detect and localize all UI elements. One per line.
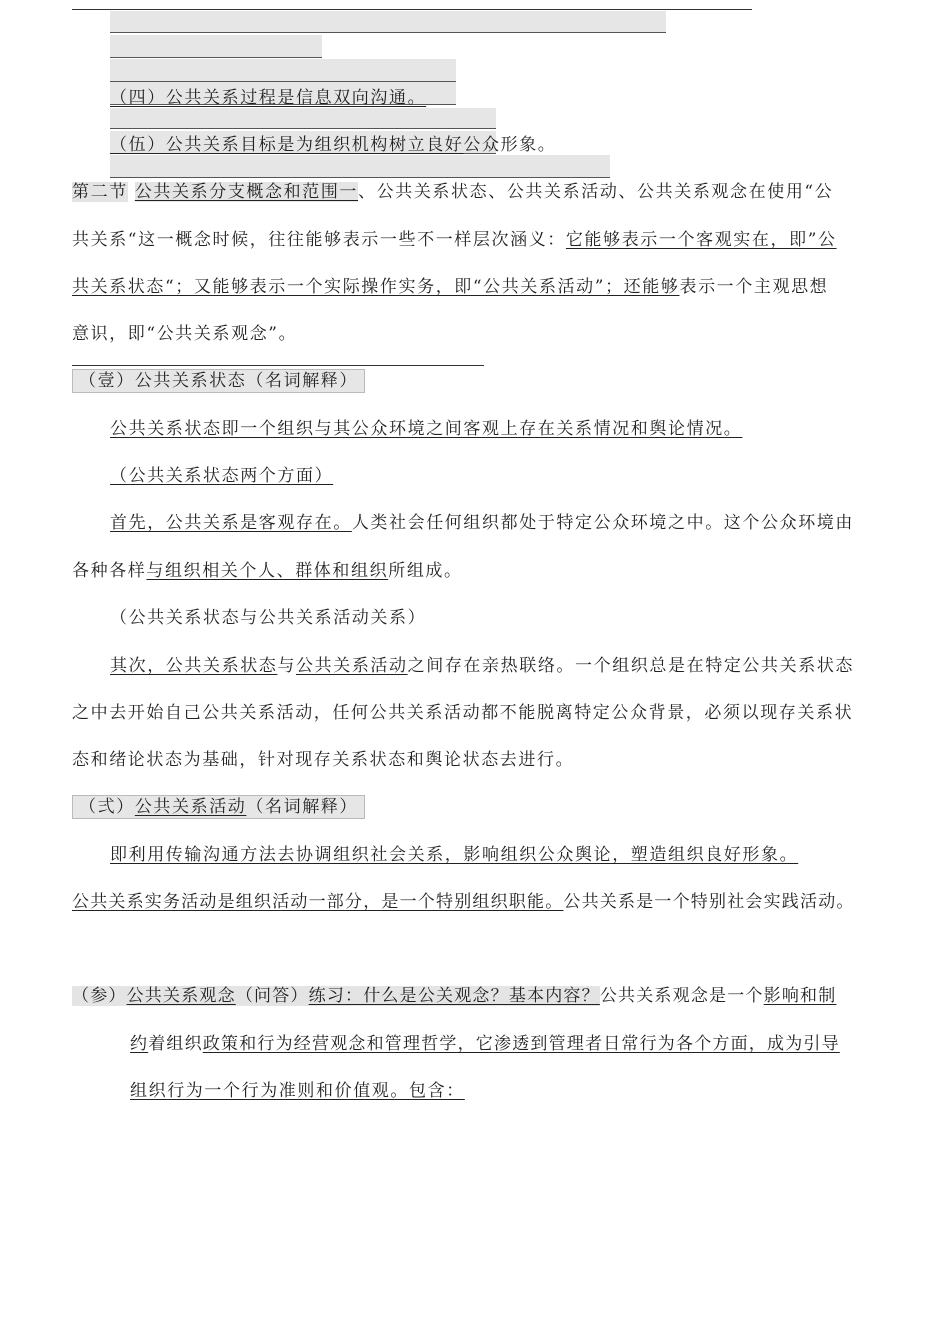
para-2-line1	[110, 512, 854, 534]
para-2-text-u: 与组织相关个人、群体和组织	[146, 561, 389, 581]
para-2-text: 各种各样	[72, 561, 147, 581]
heading-3-note: （问答）	[235, 986, 309, 1006]
heading-3-text: 着组织	[148, 1034, 203, 1054]
section2-text-u: 它能够表示一个客观实在，即”公	[565, 230, 837, 250]
heading-1-title: 公共关系状态（名词解释）	[134, 371, 359, 391]
sub-heading-2-text: （公共关系状态与公共关系活动关系）	[110, 608, 427, 628]
para-3-text: 之中去开始自己公共关系活动，任何公共关系活动都不能脱离特定公众背景，必须以现存关系状	[72, 703, 854, 723]
section2-text: 共关系“这一概念时候，往往能够表示一些不一样层次涵义：	[72, 230, 566, 250]
para-1	[110, 418, 742, 440]
form-box	[110, 59, 456, 82]
para-5-text: 公共关系是一个特别社会实践活动。	[563, 892, 855, 912]
heading-2-note: （名词解释）	[246, 797, 359, 817]
heading-3-line1	[72, 985, 836, 1007]
para-2-text-u: 首先，公共关系是客观存在。	[110, 513, 352, 533]
para-3-text: 之间存在亲热联络。一个组织总是在特定公共关系状态	[407, 656, 855, 676]
section2-text: 、公共关系状态、公共关系活动、公共关系观念在使用“公	[358, 182, 834, 202]
section2-line3	[72, 276, 828, 298]
heading-3-box	[72, 986, 600, 1006]
para-3-line2	[72, 702, 853, 724]
para-2-text: 所组成。	[388, 561, 463, 581]
para-3-text-u: 公共关系活动	[296, 656, 408, 676]
heading-1-number: （壹）	[79, 371, 135, 391]
form-box	[110, 35, 322, 58]
para-5	[72, 891, 855, 913]
form-box	[110, 155, 610, 178]
para-3-text-u: 其次，公共关系状态	[110, 656, 278, 676]
sub-heading-2	[110, 607, 426, 629]
section2-line4	[72, 323, 297, 345]
heading-1	[72, 370, 365, 392]
item-four-text: （四）公共关系过程是信息双向沟通。	[110, 88, 427, 108]
top-rule	[72, 9, 752, 10]
heading-3-line3	[130, 1080, 465, 1102]
para-5-text-u: 公共关系实务活动是组织活动一部分，是一个特别组织职能。	[72, 892, 564, 912]
item-four	[110, 87, 426, 109]
section2-text-u: 共关系状态“；又能够表示一个实际操作实务，即“公共关系活动”；还能够	[72, 277, 680, 297]
para-3-text: 态和绪论状态为基础，针对现存关系状态和舆论状态去进行。	[72, 750, 575, 770]
heading-3-text-u: 约	[130, 1034, 149, 1054]
heading-3-exercise: 练习：什么是公关观念？基本内容？	[308, 986, 600, 1006]
section2-line2	[72, 229, 837, 251]
heading-3-line2	[130, 1033, 840, 1055]
heading-3-title: 公共关系观念	[126, 986, 236, 1006]
para-4-text: 即利用传输沟通方法去协调组织社会关系，影响组织公众舆论，塑造组织良好形象。	[110, 845, 799, 865]
heading-2-box	[72, 795, 365, 819]
section2-text: 表示一个主观思想	[679, 277, 829, 297]
heading-3-number: （参）	[72, 986, 127, 1006]
form-box	[110, 108, 496, 129]
section-number: 第二节	[72, 182, 128, 202]
sub-heading-1	[110, 465, 333, 487]
para-2-line2	[72, 560, 463, 582]
item-five-text: （伍）公共关系目标是为组织机构树立良好	[110, 135, 464, 155]
para-3-text: 与	[277, 656, 297, 676]
heading-1-box	[72, 369, 365, 393]
heading-3-text-u: 组织行为一个行为准则和价值观。包含：	[130, 1081, 465, 1101]
heading-2	[72, 796, 365, 818]
para-2-text: 人类社会任何组织都处于特定公众环境之中。这个公众环境由	[351, 513, 855, 533]
para-1-text: 公共关系状态即一个组织与其公众环境之间客观上存在关系情况和舆论情况。	[110, 419, 743, 439]
heading-3-text: 公共关系观念是一个	[599, 986, 764, 1006]
section-title: 公共关系分支概念和范围一	[134, 182, 359, 202]
heading-3-text-u: 影响和制	[763, 986, 837, 1006]
heading-3-text-u: 政策和行为经营观念和管理哲学，它渗透到管理者日常行为各个方面，成为引导	[202, 1034, 840, 1054]
section2-line1	[72, 181, 833, 203]
para-4	[110, 844, 798, 866]
form-box	[110, 11, 666, 33]
item-five-tail: 公众形象。	[463, 135, 557, 155]
item-five	[110, 134, 556, 156]
section2-text: 意识，即“公共关系观念”。	[72, 324, 298, 344]
sub-heading-1-text: （公共关系状态两个方面）	[110, 466, 334, 486]
para-3-line1	[110, 655, 854, 677]
para-3-line3	[72, 749, 574, 771]
divider	[72, 365, 484, 366]
heading-2-title: 公共关系活动	[134, 797, 247, 817]
heading-2-number: （弍）	[79, 797, 135, 817]
